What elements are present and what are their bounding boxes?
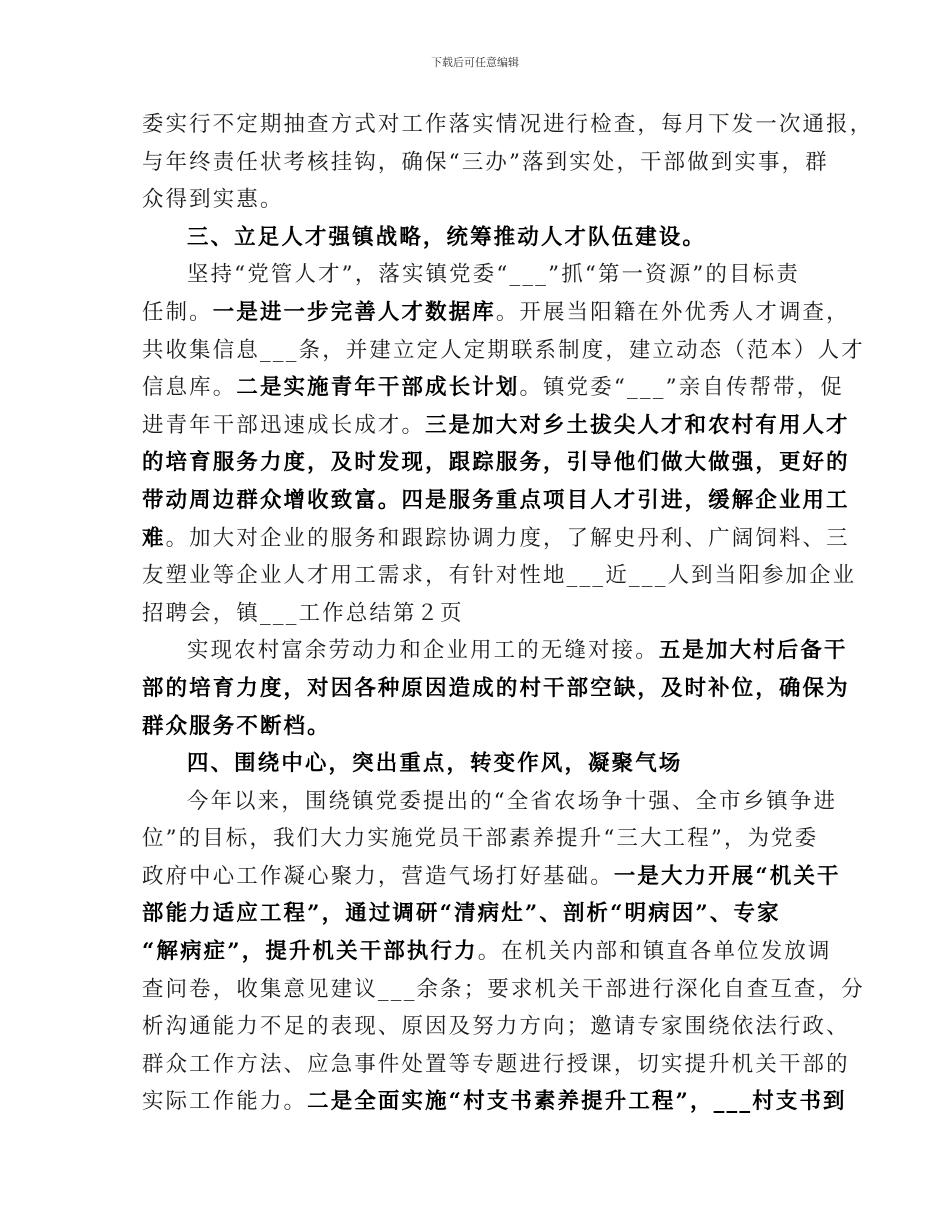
text-line <box>142 294 850 332</box>
text-line: 共收集信息___条，并建立定人定期联系制度，建立动态（范本）人才 <box>142 337 865 363</box>
bold-text-run: 一是进一步完善人才数据库 <box>212 299 496 325</box>
text-line: 坚持“党管人才”，落实镇党委“___”抓“第一资源”的目标责 <box>187 262 800 288</box>
bold-text-run: 部能力适应工程”，通过调研“清病灶”、剖析“明病因”、专家 <box>142 901 781 927</box>
bold-text-run: 三是加大对乡土拔尖人才和农村有用人才 <box>425 412 850 438</box>
text-line <box>142 858 841 896</box>
bold-text-run: 五是加大村后备干 <box>658 638 848 664</box>
section-heading <box>142 219 814 257</box>
text-line: 群众工作方法、应急事件处置等专题进行授课，切实提升机关干部的 <box>142 1051 850 1077</box>
text-line <box>142 895 814 933</box>
text-run: 信息库。 <box>142 375 237 401</box>
text-line: 友塑业等企业人才用工需求，有针对性地___近___人到当阳参加企业 <box>142 563 857 589</box>
text-line <box>142 407 850 445</box>
text-line: 招聘会，镇___工作总结第２页 <box>142 600 464 626</box>
text-line <box>142 708 814 746</box>
text-line <box>142 482 850 520</box>
text-run: 政府中心工作凝心聚力，营造气场打好基础。 <box>142 863 614 889</box>
text-line: 查问卷，收集意见建议___余条；要求机关干部进行深化自查互查，分 <box>142 976 865 1002</box>
text-line <box>142 670 850 708</box>
text-line: 众得到实惠。 <box>142 187 284 213</box>
bold-text-run: 二是全面实施“村支书素养提升工程”，___村支书到 <box>307 1089 847 1115</box>
section-heading-text: 三、立足人才强镇战略，统筹推动人才队伍建设。 <box>187 224 706 250</box>
text-line: 委实行不定期抽查方式对工作落实情况进行检查，每月下发一次通报， <box>142 112 874 137</box>
page-header: 下载后可任意编辑 <box>431 56 519 69</box>
bold-text-run: 带动周边群众增收致富。 <box>142 487 402 513</box>
section-heading-text: 四、围绕中心，突出重点，转变作风，凝聚气场 <box>187 751 683 777</box>
bold-text-run: 四是服务重点项目人才引进，缓解企业用工 <box>401 487 850 513</box>
bold-text-run: 的培育服务力度，及时发现，跟踪服务，引导他们做大做强，更好的 <box>142 450 850 476</box>
text-line <box>142 444 850 482</box>
text-run: 进青年干部迅速成长成才。 <box>142 412 426 438</box>
document-body <box>142 106 874 1121</box>
text-line: 位”的目标，我们大力实施党员干部素养提升“三大工程”，为党委 <box>142 826 819 852</box>
bold-text-run: 一是大力开展“机关干 <box>613 863 841 889</box>
text-run: 。镇党委“___”亲自传帮带，促 <box>519 375 844 401</box>
text-run: 实际工作能力。 <box>142 1089 308 1115</box>
text-line <box>142 520 850 558</box>
section-heading <box>142 745 814 783</box>
text-line <box>142 632 848 670</box>
text-run: 实现农村富余劳动力和企业用工的无缝对接。 <box>187 638 659 664</box>
text-line <box>142 1083 847 1121</box>
bold-text-run: 二是实施青年干部成长计划 <box>236 375 520 401</box>
bold-text-run: 部的培育力度，对因各种原因造成的村干部空缺，及时补位，确保为 <box>142 675 850 701</box>
text-run: 。加大对企业的服务和跟踪协调力度，了解史丹利、广阔饲料、三 <box>165 525 850 551</box>
text-line: 析沟通能力不足的表现、原因及努力方向；邀请专家围绕依法行政、 <box>142 1014 850 1040</box>
text-line: 与年终责任状考核挂钩，确保“三办”落到实处，干部做到实事，群 <box>142 149 829 175</box>
text-run: 任制。 <box>142 299 213 325</box>
text-line <box>142 933 832 971</box>
text-run: 。在机关内部和镇直各单位发放调 <box>477 939 832 965</box>
bold-text-run: 难 <box>142 525 166 551</box>
bold-text-run: “解病症”，提升机关干部执行力 <box>142 939 478 965</box>
text-line <box>142 369 844 407</box>
text-run: 。开展当阳籍在外优秀人才调查， <box>495 299 850 325</box>
bold-text-run: 群众服务不断档。 <box>142 713 331 739</box>
text-line: 今年以来，围绕镇党委提出的“全省农场争十强、全市乡镇争进 <box>187 788 838 814</box>
